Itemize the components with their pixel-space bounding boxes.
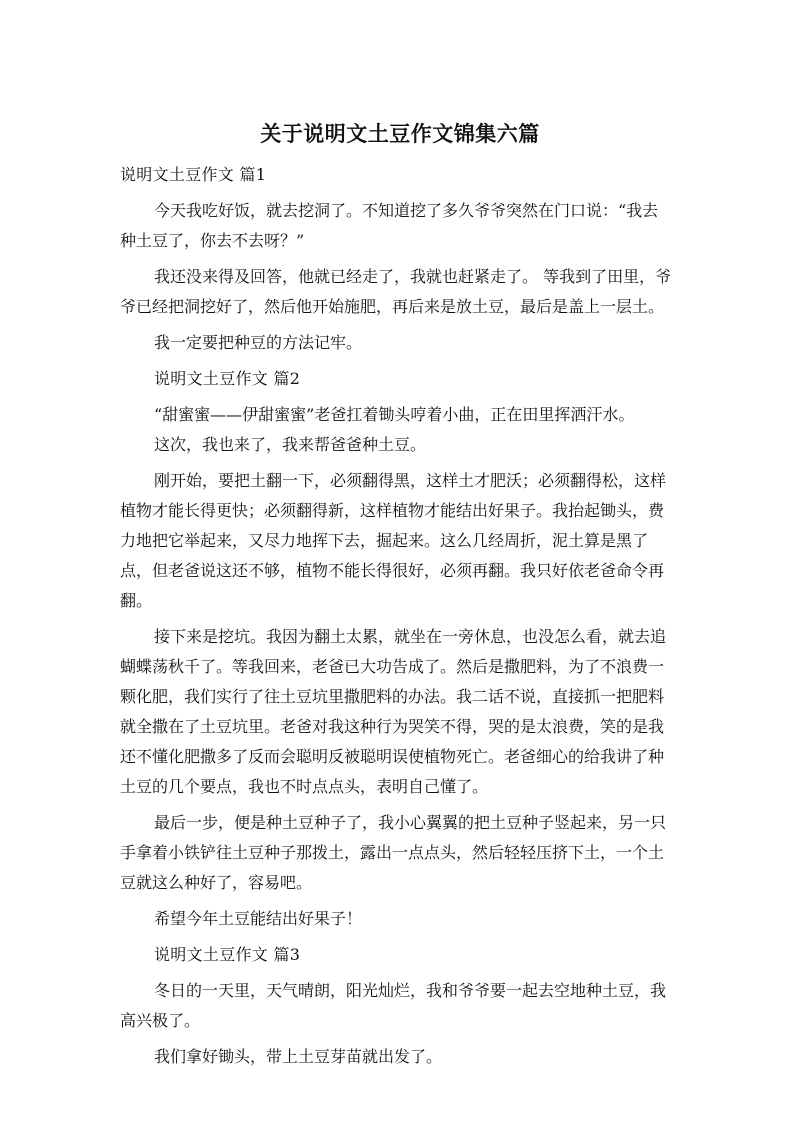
paragraph-line: 点，但老爸说这还不够，植物不能长得很好，必须再翻。我只好依老爸命令再 — [120, 561, 665, 580]
paragraph-line: 接下来是挖坑。我因为翻土太累，就坐在一旁休息，也没怎么看，就去追 — [154, 627, 667, 646]
paragraph-line: 我一定要把种豆的方法记牢。 — [154, 333, 363, 352]
paragraph-line: 最后一步，便是种土豆种子了，我小心翼翼的把土豆种子竖起来，另一只 — [154, 813, 667, 832]
paragraph-line: 翻。 — [120, 591, 153, 610]
paragraph-line: 手拿着小铁铲往土豆种子那拨土，露出一点点头，然后轻轻压挤下土，一个土 — [120, 843, 665, 862]
paragraph-line: 种土豆了，你去不去呀？” — [120, 231, 305, 250]
paragraph-line: 冬日的一天里，天气晴朗，阳光灿烂，我和爷爷要一起去空地种土豆，我 — [154, 981, 667, 1000]
paragraph-line: 高兴极了。 — [120, 1011, 201, 1030]
paragraph-line: “甜蜜蜜——伊甜蜜蜜”老爸扛着锄头哼着小曲，正在田里挥洒汗水。 — [154, 405, 635, 424]
paragraph-line: 力地把它举起来，又尽力地挥下去，掘起来。这么几经周折，泥土算是黑了 — [120, 531, 649, 550]
paragraph-line: 希望今年土豆能结出好果子！ — [154, 909, 363, 928]
paragraph-line: 土豆的几个要点，我也不时点点头，表明自己懂了。 — [120, 777, 489, 796]
paragraph-line: 植物才能长得更快；必须翻得新，这样植物才能结出好果子。我抬起锄头，费 — [120, 501, 665, 520]
paragraph-line: 就全撒在了土豆坑里。老爸对我这种行为哭笑不得，哭的是太浪费，笑的是我 — [120, 717, 665, 736]
paragraph-line: 爷已经把洞挖好了，然后他开始施肥，再后来是放土豆，最后是盖上一层土。 — [120, 297, 665, 316]
paragraph-line: 我还没来得及回答，他就已经走了，我就也赶紧走了。 等我到了田里，爷 — [154, 267, 672, 286]
paragraph-line: 蝴蝶荡秋千了。等我回来，老爸已大功告成了。然后是撒肥料，为了不浪费一 — [120, 657, 665, 676]
paragraph-line: 颗化肥，我们实行了往土豆坑里撒肥料的办法。我二话不说，直接抓一把肥料 — [120, 687, 665, 706]
paragraph-line: 这次，我也来了，我来帮爸爸种土豆。 — [154, 435, 427, 454]
section-heading-3: 说明文土豆作文 篇3 — [154, 945, 301, 964]
section-heading-1: 说明文土豆作文 篇1 — [120, 165, 267, 184]
paragraph-line: 我们拿好锄头，带上土豆芽苗就出发了。 — [154, 1047, 443, 1066]
paragraph-line: 还不懂化肥撒多了反而会聪明反被聪明误使植物死亡。老爸细心的给我讲了种 — [120, 747, 665, 766]
paragraph-line: 刚开始，要把土翻一下，必须翻得黑，这样土才肥沃；必须翻得松，这样 — [154, 471, 667, 490]
paragraph-line: 今天我吃好饭，就去挖洞了。不知道挖了多久爷爷突然在门口说：“我去 — [154, 201, 659, 220]
paragraph-line: 豆就这么种好了，容易吧。 — [120, 873, 313, 892]
section-heading-2: 说明文土豆作文 篇2 — [154, 369, 301, 388]
document-title: 关于说明文土豆作文锦集六篇 — [260, 122, 540, 146]
document-body — [120, 160, 680, 1072]
